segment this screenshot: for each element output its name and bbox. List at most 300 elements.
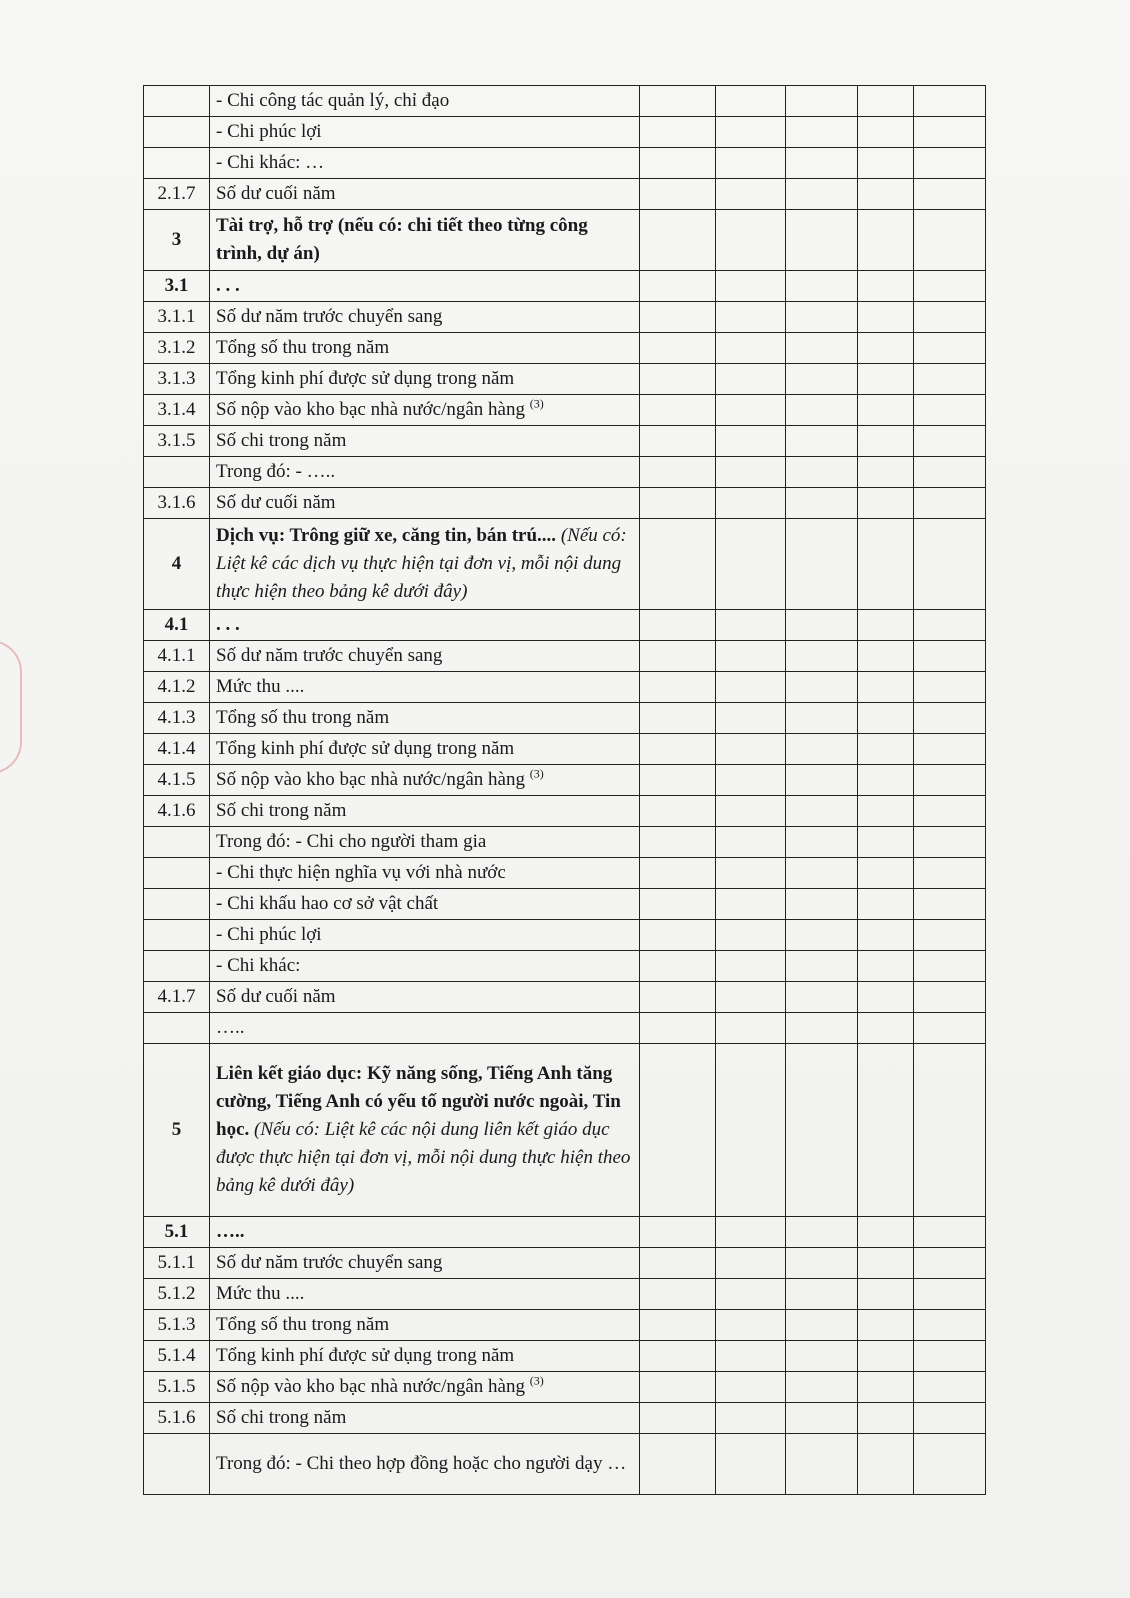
- row-label: …..: [216, 1221, 245, 1242]
- table-row: [144, 641, 986, 672]
- cell-value: [858, 1217, 914, 1248]
- cell-value: [858, 1044, 914, 1217]
- row-label: - Chi khác: …: [216, 152, 325, 173]
- cell-value: [716, 1013, 786, 1044]
- cell-value: [640, 951, 716, 982]
- cell-tt: 5.1: [144, 1217, 210, 1248]
- row-label: Số chi trong năm: [216, 800, 347, 821]
- cell-noi-dung: [210, 641, 640, 672]
- cell-value: [640, 395, 716, 426]
- row-label: Mức thu ....: [216, 1283, 305, 1304]
- cell-tt: [144, 117, 210, 148]
- cell-value: [786, 179, 858, 210]
- cell-value: [786, 86, 858, 117]
- table-row: [144, 395, 986, 426]
- table-row: [144, 827, 986, 858]
- cell-noi-dung: [210, 457, 640, 488]
- table-row: [144, 672, 986, 703]
- cell-value: [786, 703, 858, 734]
- cell-value: [640, 982, 716, 1013]
- cell-tt: [144, 889, 210, 920]
- cell-value: [914, 889, 986, 920]
- cell-value: [914, 827, 986, 858]
- row-label: Số nộp vào kho bạc nhà nước/ngân hàng: [216, 1376, 525, 1397]
- cell-value: [858, 951, 914, 982]
- cell-value: [786, 333, 858, 364]
- table-body: [144, 86, 986, 1495]
- cell-value: [786, 426, 858, 457]
- row-label: . . .: [216, 275, 240, 296]
- cell-value: [716, 1044, 786, 1217]
- cell-value: [640, 179, 716, 210]
- row-label: Số dư năm trước chuyển sang: [216, 306, 443, 327]
- cell-tt: [144, 148, 210, 179]
- cell-value: [786, 982, 858, 1013]
- table-row: [144, 426, 986, 457]
- row-label: - Chi phúc lợi: [216, 121, 322, 142]
- footnote-mark: (3): [529, 396, 544, 411]
- cell-value: [914, 519, 986, 610]
- cell-value: [640, 1217, 716, 1248]
- cell-noi-dung: [210, 117, 640, 148]
- cell-value: [786, 610, 858, 641]
- cell-noi-dung: [210, 488, 640, 519]
- cell-tt: 4.1.5: [144, 765, 210, 796]
- cell-tt: 3.1.5: [144, 426, 210, 457]
- cell-value: [716, 703, 786, 734]
- row-label: Trong đó: - …..: [216, 461, 336, 482]
- cell-value: [786, 1403, 858, 1434]
- cell-value: [640, 457, 716, 488]
- cell-value: [914, 395, 986, 426]
- cell-noi-dung: [210, 734, 640, 765]
- cell-value: [914, 426, 986, 457]
- row-label: Tổng số thu trong năm: [216, 1314, 390, 1335]
- table-row: [144, 302, 986, 333]
- budget-table: [143, 85, 986, 1495]
- cell-noi-dung: [210, 1044, 640, 1217]
- table-row: [144, 889, 986, 920]
- cell-value: [640, 920, 716, 951]
- cell-value: [914, 364, 986, 395]
- cell-value: [914, 457, 986, 488]
- cell-value: [914, 179, 986, 210]
- cell-value: [914, 1372, 986, 1403]
- cell-noi-dung: [210, 920, 640, 951]
- red-seal-fragment: [0, 640, 22, 774]
- cell-tt: [144, 1434, 210, 1495]
- section-title: Tài trợ, hỗ trợ (nếu có: chi tiết theo từng công trình, dự án): [216, 215, 588, 264]
- table-row: [144, 488, 986, 519]
- cell-value: [786, 765, 858, 796]
- cell-noi-dung: [210, 1217, 640, 1248]
- cell-value: [716, 641, 786, 672]
- cell-value: [786, 148, 858, 179]
- cell-value: [716, 271, 786, 302]
- cell-noi-dung: [210, 519, 640, 610]
- cell-value: [640, 1013, 716, 1044]
- cell-value: [716, 796, 786, 827]
- cell-value: [858, 1341, 914, 1372]
- cell-value: [786, 1310, 858, 1341]
- cell-value: [914, 610, 986, 641]
- cell-value: [716, 333, 786, 364]
- row-label: Số dư cuối năm: [216, 183, 336, 204]
- footnote-mark: (3): [529, 766, 544, 781]
- cell-tt: 5.1.1: [144, 1248, 210, 1279]
- cell-tt: [144, 951, 210, 982]
- cell-value: [786, 951, 858, 982]
- cell-value: [786, 889, 858, 920]
- cell-value: [858, 148, 914, 179]
- cell-tt: [144, 827, 210, 858]
- cell-value: [716, 302, 786, 333]
- cell-noi-dung: [210, 395, 640, 426]
- cell-value: [716, 210, 786, 271]
- table-row: [144, 765, 986, 796]
- cell-value: [640, 519, 716, 610]
- cell-value: [786, 1248, 858, 1279]
- cell-value: [640, 641, 716, 672]
- cell-value: [640, 1044, 716, 1217]
- cell-value: [914, 1013, 986, 1044]
- cell-value: [640, 672, 716, 703]
- cell-noi-dung: [210, 982, 640, 1013]
- cell-value: [716, 179, 786, 210]
- cell-tt: [144, 457, 210, 488]
- table-row: [144, 117, 986, 148]
- cell-value: [716, 920, 786, 951]
- cell-tt: 4: [144, 519, 210, 610]
- row-label: Mức thu ....: [216, 676, 305, 697]
- cell-tt: 4.1.7: [144, 982, 210, 1013]
- cell-value: [858, 457, 914, 488]
- cell-noi-dung: [210, 333, 640, 364]
- table-row: [144, 1217, 986, 1248]
- cell-value: [786, 1044, 858, 1217]
- row-label: - Chi công tác quản lý, chỉ đạo: [216, 90, 450, 111]
- cell-noi-dung: [210, 210, 640, 271]
- cell-noi-dung: [210, 179, 640, 210]
- cell-value: [716, 457, 786, 488]
- table-row: [144, 1044, 986, 1217]
- cell-value: [914, 796, 986, 827]
- row-label: Số nộp vào kho bạc nhà nước/ngân hàng: [216, 769, 525, 790]
- cell-tt: 3.1.3: [144, 364, 210, 395]
- row-label: …..: [216, 1017, 245, 1038]
- cell-noi-dung: [210, 148, 640, 179]
- cell-value: [786, 920, 858, 951]
- table-row: [144, 1403, 986, 1434]
- cell-tt: 5.1.5: [144, 1372, 210, 1403]
- cell-tt: 4.1.4: [144, 734, 210, 765]
- row-label: . . .: [216, 614, 240, 635]
- cell-value: [786, 1013, 858, 1044]
- cell-value: [716, 148, 786, 179]
- cell-value: [786, 858, 858, 889]
- table-row: [144, 1310, 986, 1341]
- table-row: [144, 951, 986, 982]
- row-label: - Chi phúc lợi: [216, 924, 322, 945]
- cell-value: [716, 364, 786, 395]
- cell-value: [786, 1279, 858, 1310]
- table-row: [144, 920, 986, 951]
- cell-value: [858, 179, 914, 210]
- cell-tt: [144, 920, 210, 951]
- cell-value: [786, 734, 858, 765]
- cell-value: [786, 1434, 858, 1495]
- cell-value: [640, 1403, 716, 1434]
- cell-value: [640, 271, 716, 302]
- table-row: [144, 610, 986, 641]
- cell-noi-dung: [210, 364, 640, 395]
- cell-value: [858, 426, 914, 457]
- cell-value: [914, 1279, 986, 1310]
- cell-value: [786, 519, 858, 610]
- cell-value: [716, 117, 786, 148]
- cell-noi-dung: [210, 1248, 640, 1279]
- cell-value: [914, 765, 986, 796]
- cell-value: [716, 1248, 786, 1279]
- cell-value: [858, 302, 914, 333]
- cell-noi-dung: [210, 1310, 640, 1341]
- cell-value: [858, 796, 914, 827]
- cell-value: [640, 858, 716, 889]
- cell-value: [716, 858, 786, 889]
- cell-value: [858, 827, 914, 858]
- cell-noi-dung: [210, 1341, 640, 1372]
- cell-value: [640, 302, 716, 333]
- cell-value: [640, 889, 716, 920]
- table-row: [144, 734, 986, 765]
- cell-tt: 3.1.6: [144, 488, 210, 519]
- cell-value: [858, 488, 914, 519]
- cell-value: [786, 210, 858, 271]
- cell-value: [858, 1279, 914, 1310]
- cell-value: [640, 796, 716, 827]
- row-label: Số dư năm trước chuyển sang: [216, 1252, 443, 1273]
- cell-value: [858, 641, 914, 672]
- cell-value: [914, 210, 986, 271]
- cell-value: [914, 703, 986, 734]
- table-row: [144, 179, 986, 210]
- cell-value: [640, 210, 716, 271]
- cell-value: [914, 1434, 986, 1495]
- cell-value: [858, 982, 914, 1013]
- row-label: Tổng số thu trong năm: [216, 337, 390, 358]
- cell-value: [716, 488, 786, 519]
- cell-value: [914, 117, 986, 148]
- cell-value: [716, 395, 786, 426]
- cell-value: [858, 1310, 914, 1341]
- cell-value: [786, 457, 858, 488]
- cell-value: [786, 796, 858, 827]
- cell-value: [716, 519, 786, 610]
- cell-value: [640, 703, 716, 734]
- cell-value: [716, 765, 786, 796]
- cell-value: [858, 333, 914, 364]
- cell-value: [640, 734, 716, 765]
- cell-value: [716, 1341, 786, 1372]
- cell-value: [914, 488, 986, 519]
- cell-value: [786, 1341, 858, 1372]
- cell-value: [858, 395, 914, 426]
- cell-value: [640, 1279, 716, 1310]
- row-label: Trong đó: - Chi cho người tham gia: [216, 831, 487, 852]
- cell-value: [640, 333, 716, 364]
- cell-value: [858, 672, 914, 703]
- cell-noi-dung: [210, 672, 640, 703]
- cell-noi-dung: [210, 1403, 640, 1434]
- section-title: Dịch vụ: Trông giữ xe, căng tin, bán trú....: [216, 525, 557, 546]
- cell-tt: 4.1: [144, 610, 210, 641]
- cell-noi-dung: [210, 1372, 640, 1403]
- cell-value: [716, 1217, 786, 1248]
- cell-tt: 5: [144, 1044, 210, 1217]
- table-row: [144, 858, 986, 889]
- cell-value: [716, 889, 786, 920]
- table-row: [144, 1013, 986, 1044]
- cell-value: [858, 920, 914, 951]
- cell-tt: [144, 86, 210, 117]
- cell-tt: 3: [144, 210, 210, 271]
- cell-value: [858, 889, 914, 920]
- cell-value: [640, 86, 716, 117]
- cell-value: [858, 1434, 914, 1495]
- cell-value: [716, 827, 786, 858]
- cell-value: [858, 765, 914, 796]
- cell-value: [716, 1372, 786, 1403]
- cell-value: [858, 364, 914, 395]
- cell-value: [786, 827, 858, 858]
- cell-value: [914, 920, 986, 951]
- cell-value: [716, 1279, 786, 1310]
- cell-value: [716, 1310, 786, 1341]
- cell-value: [716, 951, 786, 982]
- table-row: [144, 1434, 986, 1495]
- cell-value: [858, 703, 914, 734]
- cell-value: [786, 302, 858, 333]
- cell-noi-dung: [210, 827, 640, 858]
- cell-tt: 5.1.3: [144, 1310, 210, 1341]
- cell-value: [716, 734, 786, 765]
- cell-noi-dung: [210, 858, 640, 889]
- cell-value: [858, 1403, 914, 1434]
- cell-value: [786, 488, 858, 519]
- row-label: Tổng số thu trong năm: [216, 707, 390, 728]
- cell-value: [786, 641, 858, 672]
- cell-value: [640, 1341, 716, 1372]
- cell-value: [786, 395, 858, 426]
- cell-value: [914, 672, 986, 703]
- cell-value: [914, 1341, 986, 1372]
- table-row: [144, 210, 986, 271]
- cell-value: [914, 1403, 986, 1434]
- cell-value: [914, 1044, 986, 1217]
- cell-tt: 5.1.6: [144, 1403, 210, 1434]
- cell-noi-dung: [210, 1434, 640, 1495]
- cell-value: [786, 672, 858, 703]
- section-note: (Nếu có: Liệt kê các nội dung liên kết giáo dục được thực hiện tại đơn vị, mỗi nội dung thực hiện theo bảng kê dưới đây): [216, 1119, 631, 1196]
- cell-noi-dung: [210, 271, 640, 302]
- cell-value: [640, 610, 716, 641]
- cell-value: [914, 333, 986, 364]
- cell-tt: 3.1.1: [144, 302, 210, 333]
- cell-noi-dung: [210, 951, 640, 982]
- table-row: [144, 796, 986, 827]
- cell-noi-dung: [210, 1013, 640, 1044]
- row-label: Số nộp vào kho bạc nhà nước/ngân hàng: [216, 399, 525, 420]
- cell-value: [716, 1434, 786, 1495]
- cell-value: [914, 271, 986, 302]
- cell-value: [914, 982, 986, 1013]
- cell-value: [858, 1248, 914, 1279]
- cell-value: [858, 519, 914, 610]
- cell-value: [716, 610, 786, 641]
- cell-value: [786, 364, 858, 395]
- row-label: Tổng kinh phí được sử dụng trong năm: [216, 738, 515, 759]
- cell-value: [858, 117, 914, 148]
- table-row: [144, 1372, 986, 1403]
- cell-value: [858, 210, 914, 271]
- cell-value: [914, 641, 986, 672]
- table-row: [144, 519, 986, 610]
- cell-tt: [144, 858, 210, 889]
- cell-noi-dung: [210, 610, 640, 641]
- cell-noi-dung: [210, 796, 640, 827]
- cell-value: [640, 1372, 716, 1403]
- cell-value: [716, 1403, 786, 1434]
- section-note: (Nếu có: Liệt kê các dịch vụ thực hiện tại đơn vị, mỗi nội dung thực hiện theo bảng kê dưới đây): [216, 525, 627, 602]
- cell-value: [786, 117, 858, 148]
- cell-value: [858, 86, 914, 117]
- cell-value: [640, 827, 716, 858]
- cell-value: [716, 982, 786, 1013]
- table-row: [144, 1248, 986, 1279]
- cell-tt: 3.1.4: [144, 395, 210, 426]
- cell-value: [914, 858, 986, 889]
- cell-value: [716, 426, 786, 457]
- cell-value: [786, 271, 858, 302]
- cell-tt: 4.1.2: [144, 672, 210, 703]
- cell-tt: 5.1.2: [144, 1279, 210, 1310]
- cell-value: [716, 672, 786, 703]
- cell-value: [914, 1217, 986, 1248]
- cell-noi-dung: [210, 889, 640, 920]
- cell-noi-dung: [210, 765, 640, 796]
- cell-noi-dung: [210, 1279, 640, 1310]
- table-row: [144, 333, 986, 364]
- cell-tt: 3.1.2: [144, 333, 210, 364]
- table-row: [144, 1341, 986, 1372]
- cell-value: [640, 1310, 716, 1341]
- cell-value: [914, 734, 986, 765]
- cell-value: [716, 86, 786, 117]
- cell-value: [640, 148, 716, 179]
- section-title: Liên kết giáo dục: Kỹ năng sống, Tiếng Anh tăng cường, Tiếng Anh có yếu tố người nước ngoài, Tin học.: [216, 1063, 621, 1140]
- cell-value: [640, 765, 716, 796]
- row-label: Tổng kinh phí được sử dụng trong năm: [216, 1345, 515, 1366]
- cell-value: [640, 1248, 716, 1279]
- cell-value: [858, 610, 914, 641]
- cell-noi-dung: [210, 426, 640, 457]
- cell-tt: 2.1.7: [144, 179, 210, 210]
- row-label: Số dư cuối năm: [216, 986, 336, 1007]
- cell-tt: 4.1.3: [144, 703, 210, 734]
- cell-value: [858, 734, 914, 765]
- row-label: Số chi trong năm: [216, 1407, 347, 1428]
- cell-value: [914, 302, 986, 333]
